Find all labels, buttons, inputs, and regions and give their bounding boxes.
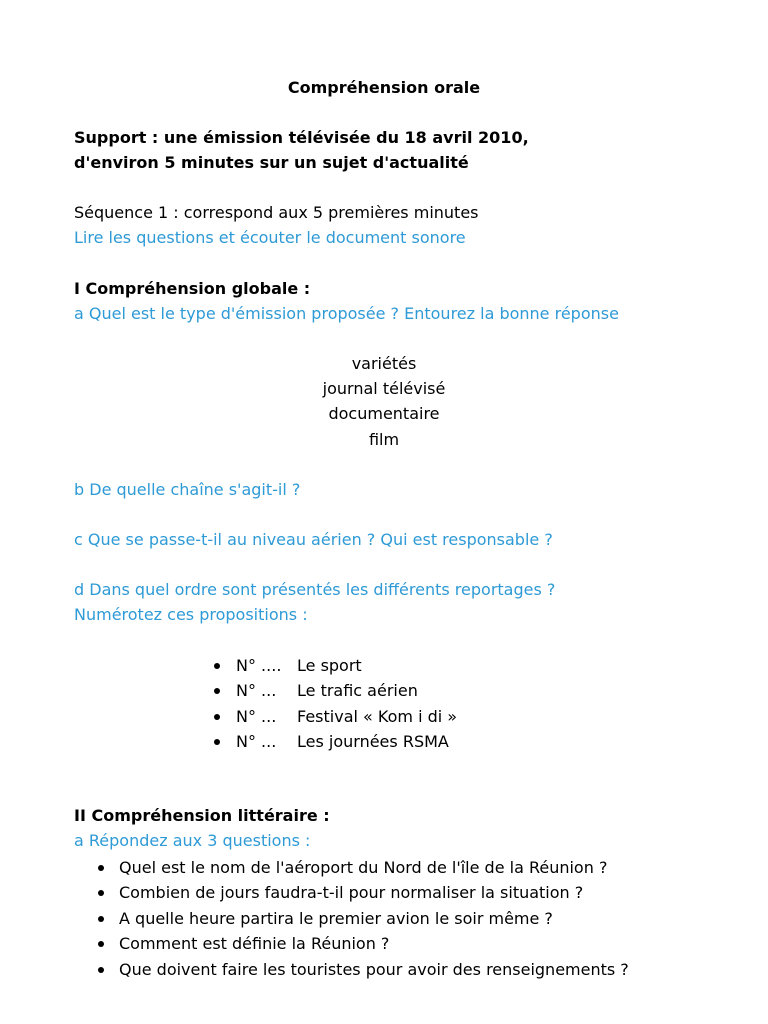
question-d-line-2: Numérotez ces propositions : xyxy=(74,605,308,624)
support-line-2: d'environ 5 minutes sur un sujet d'actualité xyxy=(74,153,469,172)
report-label: Festival « Kom i di » xyxy=(297,707,458,726)
report-number: N° ... xyxy=(236,681,277,700)
support-line-1: Support : une émission télévisée du 18 avril 2010, xyxy=(74,128,529,147)
option-item: documentaire xyxy=(328,404,440,423)
bullet-icon xyxy=(98,941,104,947)
report-label: Le trafic aérien xyxy=(297,681,418,700)
bullet-icon xyxy=(214,688,220,694)
question-d-line-1: d Dans quel ordre sont présentés les différents reportages ? xyxy=(74,580,556,599)
sequence-text: Séquence 1 : correspond aux 5 premières minutes xyxy=(74,203,479,222)
bullet-icon xyxy=(214,663,220,669)
comprehension-question: Quel est le nom de l'aéroport du Nord de l'île de la Réunion ? xyxy=(119,858,608,877)
bullet-icon xyxy=(98,890,104,896)
comprehension-question: Combien de jours faudra-t-il pour normaliser la situation ? xyxy=(119,883,584,902)
question-b: b De quelle chaîne s'agit-il ? xyxy=(74,480,301,499)
section2-question-a: a Répondez aux 3 questions : xyxy=(74,831,311,850)
sequence-instruction: Lire les questions et écouter le document sonore xyxy=(74,228,466,247)
question-c: c Que se passe-t-il au niveau aérien ? Qui est responsable ? xyxy=(74,530,553,549)
bullet-icon xyxy=(98,967,104,973)
question-a: a Quel est le type d'émission proposée ? Entourez la bonne réponse xyxy=(74,304,619,323)
report-label: Le sport xyxy=(297,656,362,675)
section1-heading: I Compréhension globale : xyxy=(74,279,311,298)
section2-heading: II Compréhension littéraire : xyxy=(74,806,330,825)
report-number: N° .... xyxy=(236,656,282,675)
option-item: film xyxy=(368,430,400,449)
bullet-icon xyxy=(98,865,104,871)
bullet-icon xyxy=(214,739,220,745)
comprehension-question: Que doivent faire les touristes pour avoir des renseignements ? xyxy=(119,960,629,979)
report-number: N° ... xyxy=(236,732,277,751)
option-item: variétés xyxy=(351,354,417,373)
bullet-icon xyxy=(98,916,104,922)
option-item: journal télévisé xyxy=(322,379,446,398)
comprehension-question: Comment est définie la Réunion ? xyxy=(119,934,390,953)
page-title: Compréhension orale xyxy=(287,78,481,97)
comprehension-question: A quelle heure partira le premier avion le soir même ? xyxy=(119,909,553,928)
report-number: N° ... xyxy=(236,707,277,726)
bullet-icon xyxy=(214,714,220,720)
report-label: Les journées RSMA xyxy=(297,732,449,751)
